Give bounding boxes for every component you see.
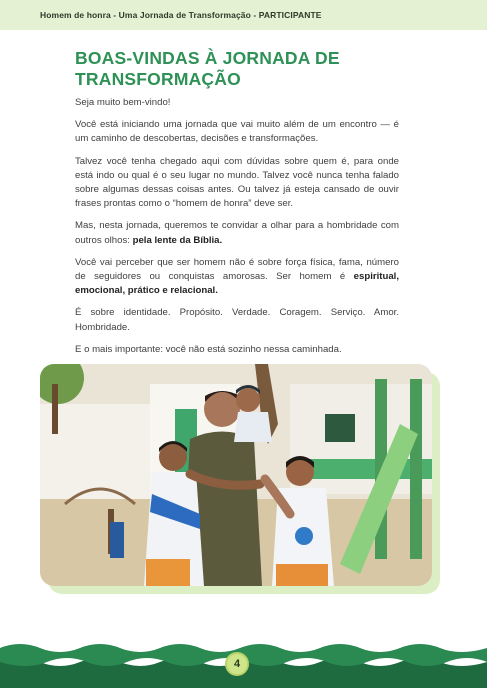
paragraph-manhood-bold: espiritual, emocional, prático e relacional. (75, 271, 399, 297)
page-number: 4 (225, 652, 249, 676)
paragraph-invite-text: Mas, nesta jornada, queremos te convidar a olhar para a hombridade com outros olhos: (75, 220, 399, 246)
page-title: BOAS-VINDAS À JORNADA DE TRANSFORMAÇÃO (75, 48, 340, 89)
paragraph-invite (75, 219, 399, 247)
paragraph-not-alone: E o mais importante: você não está sozinho nessa caminhada. (75, 343, 342, 355)
paragraph-manhood-text: Você vai perceber que ser homem não é sobre força física, fama, número de seguidores ou conquistas amorosas. Ser homem é (75, 256, 399, 283)
paragraph-welcome: Seja muito bem-vindo! (75, 97, 171, 108)
paragraph-manhood (75, 256, 399, 299)
page-header (0, 0, 487, 30)
photo-men-and-boys (40, 364, 432, 586)
photo-illustration (40, 364, 432, 586)
header-title: Homem de honra - Uma Jornada de Transformação - PARTICIPANTE (40, 10, 322, 20)
paragraph-identity: É sobre identidade. Propósito. Verdade. Coragem. Serviço. Amor. Hombridade. (75, 307, 399, 333)
main-content (75, 48, 399, 357)
paragraph-journey: Você está iniciando uma jornada que vai muito além de um encontro — é um caminho de descobertas, decisões e transformações. (75, 119, 399, 145)
paragraph-doubts: Talvez você tenha chegado aqui com dúvidas sobre quem é, para onde está indo ou qual é o seu lugar no mundo. Talvez você nunca tenha falado sobre algumas dessas coisas antes. Ou talvez já esteja cansado de ouvir frases prontas como o “homem de honra” deve ser. (75, 155, 399, 210)
paragraph-invite-bold: pela lente da Bíblia. (132, 234, 223, 246)
